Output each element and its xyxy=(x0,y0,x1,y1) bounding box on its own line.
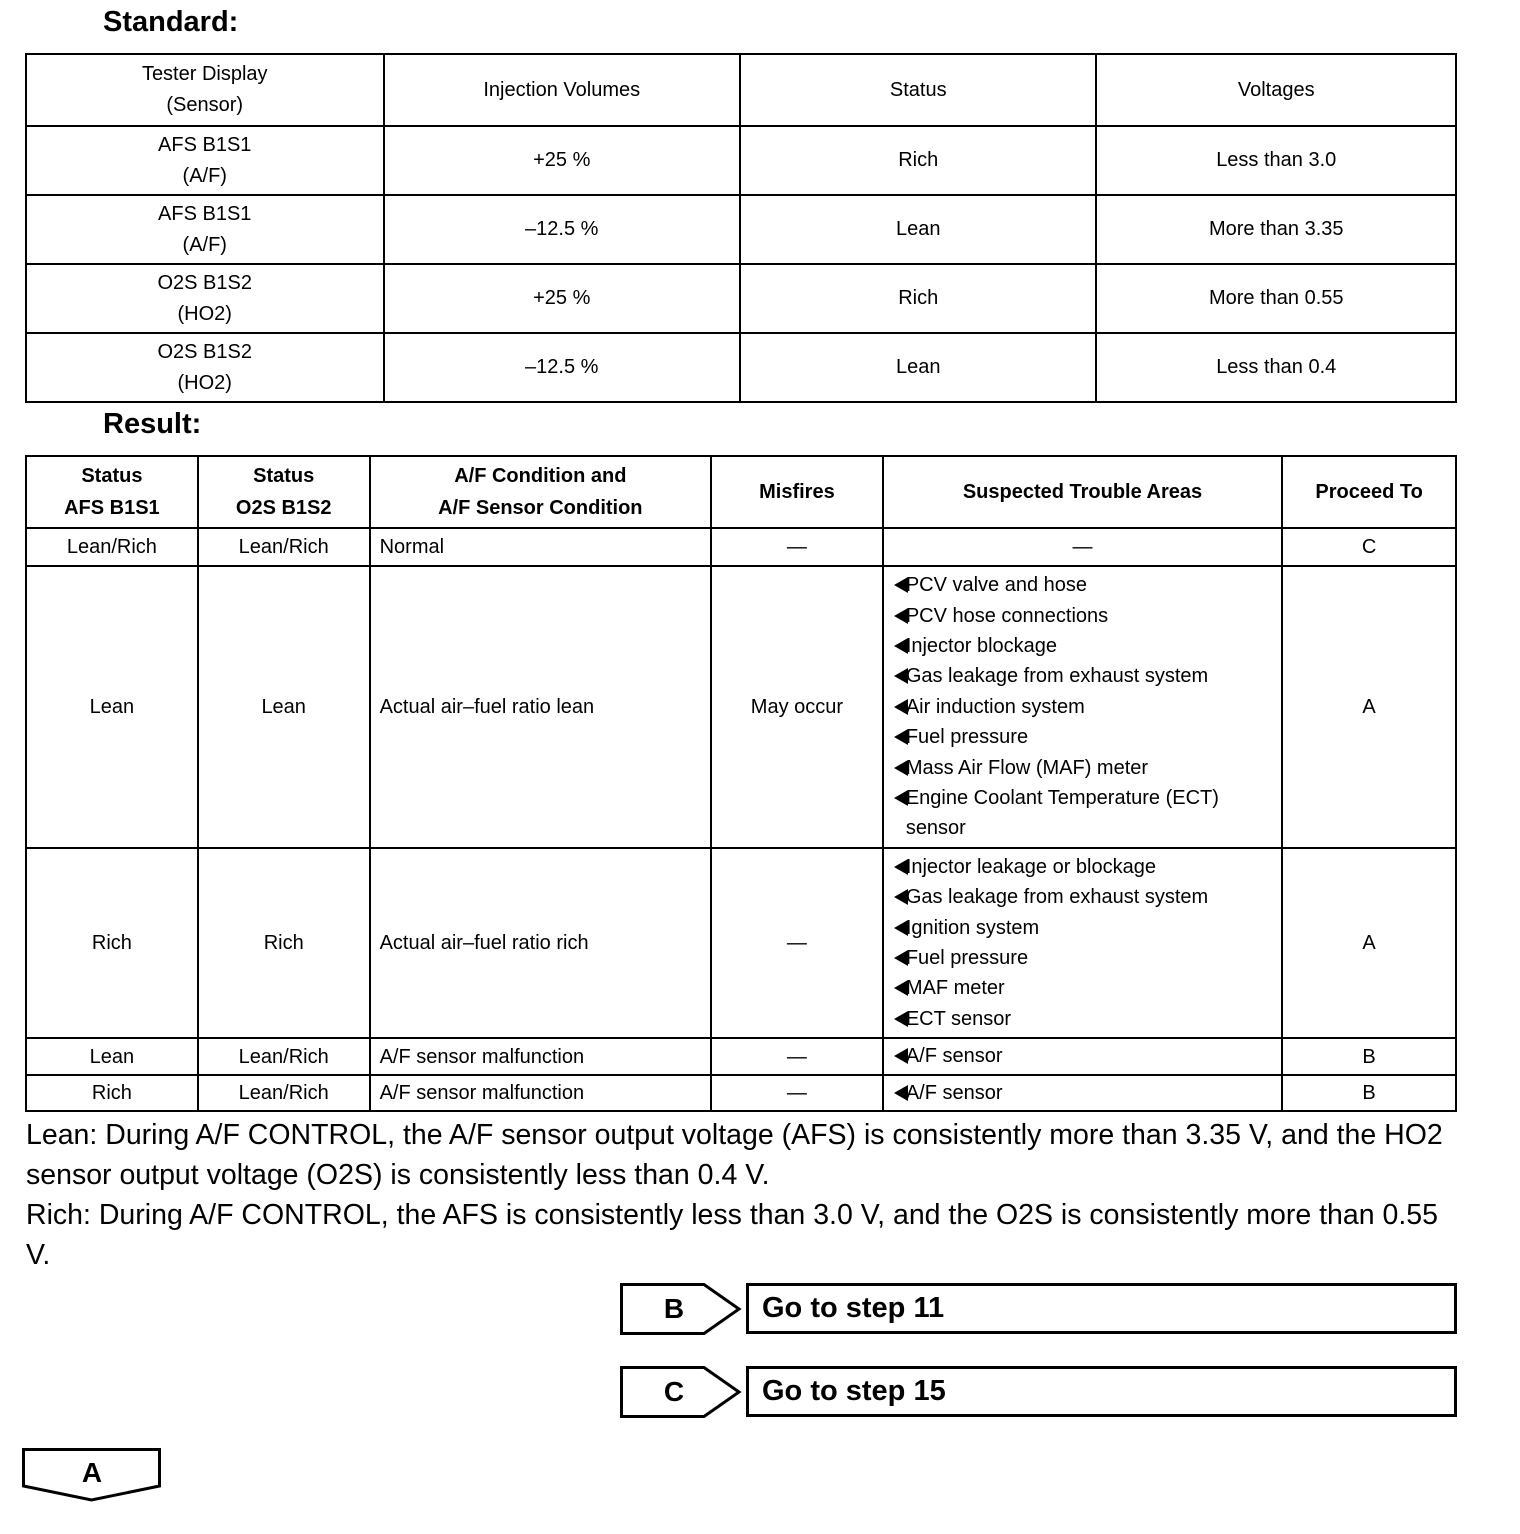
misfires-cell: — xyxy=(711,1075,883,1111)
proceed-cell: B xyxy=(1282,1038,1456,1075)
condition-cell: Actual air–fuel ratio rich xyxy=(370,848,711,1038)
trouble-area-item: Ignition system xyxy=(894,913,1281,943)
notes xyxy=(26,1115,1466,1275)
afs-status-cell: Lean/Rich xyxy=(26,528,198,566)
next-tag-label: A xyxy=(81,1457,103,1488)
header-proceed-to: Proceed To xyxy=(1282,456,1456,528)
voltage-cell: Less than 3.0 xyxy=(1096,126,1456,195)
o2s-status-cell: Lean/Rich xyxy=(198,1075,370,1111)
injection-cell: +25 % xyxy=(384,264,741,333)
o2s-status-cell: Lean/Rich xyxy=(198,1038,370,1075)
trouble-area-item: Gas leakage from exhaust system xyxy=(894,661,1281,691)
trouble-areas-cell xyxy=(883,1038,1282,1075)
standard-heading: Standard: xyxy=(103,6,239,38)
condition-cell: Actual air–fuel ratio lean xyxy=(370,566,711,848)
result-heading: Result: xyxy=(103,408,202,440)
proceed-cell: B xyxy=(1282,1075,1456,1111)
injection-cell: –12.5 % xyxy=(384,195,741,264)
status-cell: Lean xyxy=(740,195,1096,264)
standard-header-row xyxy=(26,54,1456,126)
step-tag-c[interactable] xyxy=(620,1366,742,1418)
status-cell: Rich xyxy=(740,264,1096,333)
trouble-area-item: Injector leakage or blockage xyxy=(894,852,1281,882)
step-tag-label: B xyxy=(663,1293,685,1324)
header-voltages: Voltages xyxy=(1096,54,1456,126)
result-header-row xyxy=(26,456,1456,528)
standard-table xyxy=(25,53,1457,403)
voltage-cell: Less than 0.4 xyxy=(1096,333,1456,402)
trouble-area-item: Fuel pressure xyxy=(894,943,1281,973)
trouble-area-item: Engine Coolant Temperature (ECT) xyxy=(894,783,1281,813)
o2s-status-cell: Lean/Rich xyxy=(198,528,370,566)
trouble-areas-cell xyxy=(883,848,1282,1038)
tester-display-cell: O2S B1S2 (HO2) xyxy=(26,333,384,402)
table-row xyxy=(26,1075,1456,1111)
trouble-area-item: Gas leakage from exhaust system xyxy=(894,882,1281,912)
proceed-cell: A xyxy=(1282,848,1456,1038)
table-row xyxy=(26,848,1456,1038)
note-rich: Rich: During A/F CONTROL, the AFS is consistently less than 3.0 V, and the O2S is consistently more than 0.55 V. xyxy=(26,1199,1438,1271)
header-status-o2s: Status O2S B1S2 xyxy=(198,456,370,528)
trouble-area-item: Fuel pressure xyxy=(894,722,1281,752)
trouble-area-item: A/F sensor xyxy=(894,1078,1281,1108)
trouble-area-continuation: sensor xyxy=(905,817,966,840)
status-cell: Lean xyxy=(740,333,1096,402)
misfires-cell: May occur xyxy=(711,566,883,848)
standard-row xyxy=(26,195,1456,264)
trouble-area-item: Injector blockage xyxy=(894,631,1281,661)
step-box-b[interactable]: Go to step 11 xyxy=(746,1283,1457,1334)
trouble-areas-cell xyxy=(883,566,1282,848)
voltage-cell: More than 3.35 xyxy=(1096,195,1456,264)
tester-display-cell: O2S B1S2 (HO2) xyxy=(26,264,384,333)
o2s-status-cell: Rich xyxy=(198,848,370,1038)
table-row xyxy=(26,566,1456,848)
tester-display-cell: AFS B1S1 (A/F) xyxy=(26,126,384,195)
trouble-areas-cell: — xyxy=(883,528,1282,566)
misfires-cell: — xyxy=(711,848,883,1038)
standard-row xyxy=(26,126,1456,195)
injection-cell: –12.5 % xyxy=(384,333,741,402)
afs-status-cell: Rich xyxy=(26,848,198,1038)
afs-status-cell: Lean xyxy=(26,1038,198,1075)
o2s-status-cell: Lean xyxy=(198,566,370,848)
header-injection-volumes: Injection Volumes xyxy=(384,54,741,126)
misfires-cell: — xyxy=(711,1038,883,1075)
proceed-cell: C xyxy=(1282,528,1456,566)
trouble-area-item: A/F sensor xyxy=(894,1041,1281,1071)
condition-cell: A/F sensor malfunction xyxy=(370,1038,711,1075)
trouble-area-item: Air induction system xyxy=(894,692,1281,722)
standard-row xyxy=(26,264,1456,333)
header-misfires: Misfires xyxy=(711,456,883,528)
step-tag-b[interactable] xyxy=(620,1283,742,1335)
step-tag-label: C xyxy=(663,1376,685,1407)
status-cell: Rich xyxy=(740,126,1096,195)
condition-cell: Normal xyxy=(370,528,711,566)
afs-status-cell: Rich xyxy=(26,1075,198,1111)
afs-status-cell: Lean xyxy=(26,566,198,848)
trouble-areas-cell xyxy=(883,1075,1282,1111)
header-status-afs: Status AFS B1S1 xyxy=(26,456,198,528)
condition-cell: A/F sensor malfunction xyxy=(370,1075,711,1111)
header-status: Status xyxy=(740,54,1096,126)
voltage-cell: More than 0.55 xyxy=(1096,264,1456,333)
table-row xyxy=(26,528,1456,566)
tester-display-cell: AFS B1S1 (A/F) xyxy=(26,195,384,264)
result-table xyxy=(25,455,1457,1112)
header-tester-display: Tester Display (Sensor) xyxy=(26,54,384,126)
misfires-cell: — xyxy=(711,528,883,566)
table-row xyxy=(26,1038,1456,1075)
step-box-c[interactable]: Go to step 15 xyxy=(746,1366,1457,1417)
trouble-area-item: PCV hose connections xyxy=(894,601,1281,631)
trouble-area-item: Mass Air Flow (MAF) meter xyxy=(894,753,1281,783)
header-trouble-areas: Suspected Trouble Areas xyxy=(883,456,1282,528)
injection-cell: +25 % xyxy=(384,126,741,195)
note-lean: Lean: During A/F CONTROL, the A/F sensor output voltage (AFS) is consistently more than 3.35 V, and the HO2 sensor output voltage (O2S) is consistently less than 0.4 V. xyxy=(26,1119,1443,1191)
trouble-area-item: MAF meter xyxy=(894,973,1281,1003)
trouble-area-item: PCV valve and hose xyxy=(894,570,1281,600)
trouble-area-item: ECT sensor xyxy=(894,1004,1281,1034)
next-step-tag-a[interactable] xyxy=(22,1448,162,1502)
header-condition: A/F Condition and A/F Sensor Condition xyxy=(370,456,711,528)
standard-row xyxy=(26,333,1456,402)
proceed-cell: A xyxy=(1282,566,1456,848)
